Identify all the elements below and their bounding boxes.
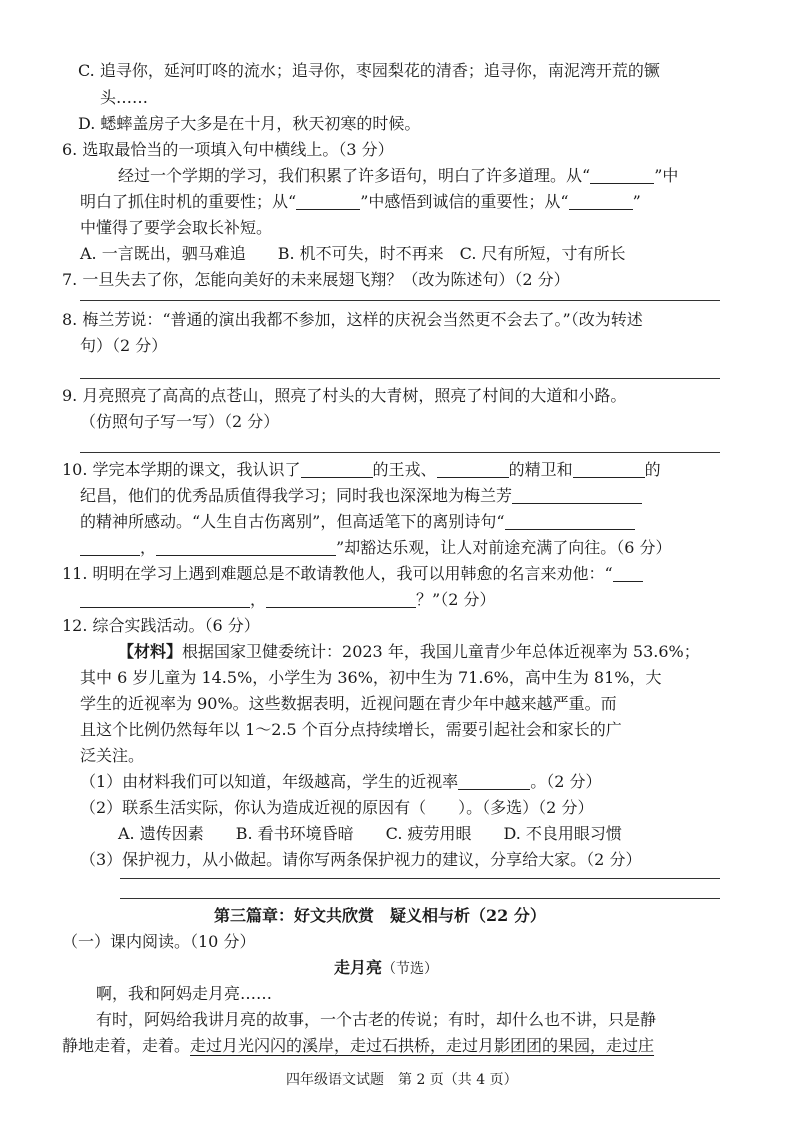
- article-paragraph-1: 啊，我和阿妈走月亮……: [96, 984, 273, 1003]
- q11-line2: ， ？”（2 分）: [80, 588, 495, 612]
- q10-line4: ， ”却豁达乐观，让人对前途充满了向往。（6 分）: [80, 536, 671, 560]
- article-title-line: [334, 956, 438, 981]
- q7-stem: 7. 一旦失去了你，怎能向美好的未来展翅飞翔？（改为陈述句）（2 分）: [62, 270, 570, 289]
- section-title: 第三篇章：好文共欣赏 疑义相与析（22 分）: [214, 906, 546, 925]
- q12-sub3-answer-line-2[interactable]: [120, 898, 720, 899]
- q10-blank-jichang[interactable]: [573, 459, 645, 478]
- article-paragraph-2-line2: 静地走着，走着。走过月光闪闪的溪岸，走过石拱桥，走过月影团团的果园，走过庄: [62, 1036, 655, 1055]
- q6-blank-3[interactable]: [569, 191, 633, 210]
- q12-sub3: （3）保护视力，从小做起。请你写两条保护视力的建议，分享给大家。（2 分）: [80, 850, 642, 869]
- q10-blank-jingwei[interactable]: [437, 459, 509, 478]
- q10-line1: 10. 学完本学期的课文，我认识了 的王戎、 的精卫和 的: [62, 460, 661, 479]
- article-paragraph-2-line1: 有时，阿妈给我讲月亮的故事，一个古老的传说；有时，却什么也不讲，只是静: [96, 1010, 657, 1029]
- q12-sub2-options: A. 遗传因素 B. 看书环境昏暗 C. 疲劳用眼 D. 不良用眼习惯: [118, 824, 622, 843]
- q10-blank-wangrong[interactable]: [301, 459, 373, 478]
- q12-material-line4: 且这个比例仍然每年以 1～2.5 个百分点持续增长，需要引起社会和家长的广: [80, 720, 622, 739]
- q5-option-d: D. 蟋蟀盖房子大多是在十月，秋天初寒的时候。: [78, 114, 421, 133]
- q8-stem-line2: 句）（2 分）: [80, 336, 168, 355]
- q11-blank-2[interactable]: [80, 589, 250, 608]
- q10-line2: 纪昌，他们的优秀品质值得我学习；同时我也深深地为梅兰芳: [80, 484, 642, 508]
- q6-passage-line1: 经过一个学期的学习，我们积累了许多语句，明白了许多道理。从“ ”中: [118, 166, 679, 185]
- q11-blank-1[interactable]: [613, 563, 643, 582]
- q9-answer-line[interactable]: [80, 452, 720, 453]
- q5-option-c-line1: C. 追寻你，延河叮咚的流水；追寻你，枣园梨花的清香；追寻你，南泥湾开荒的镢: [78, 61, 660, 80]
- q12-material-line3: 学生的近视率为 90%。这些数据表明，近视问题在青少年中越来越严重。而: [80, 694, 617, 713]
- q12-sub3-answer-line-1[interactable]: [120, 878, 720, 879]
- q10-line3: 的精神所感动。“人生自古伤离别”，但高适笔下的离别诗句“: [80, 510, 635, 534]
- q12-material-line5: 泛关注。: [80, 746, 145, 765]
- q12-stem: 12. 综合实践活动。（6 分）: [62, 616, 260, 635]
- q6-passage-line2: 明白了抓住时机的重要性；从“ ”中感悟到诚信的重要性；从“ ”: [80, 192, 641, 211]
- article-note: （节选）: [382, 961, 439, 977]
- material-tag: 【材料】: [118, 642, 183, 661]
- q10-blank-poem-3[interactable]: [156, 537, 336, 556]
- q6-stem: 6. 选取最恰当的一项填入句中横线上。（3 分）: [62, 140, 394, 159]
- q10-blank-poem-1[interactable]: [505, 511, 635, 530]
- page-footer: 四年级语文试题 第 2 页（共 4 页）: [286, 1072, 518, 1088]
- q9-stem-line2: （仿照句子写一写）（2 分）: [80, 412, 280, 431]
- q8-answer-line[interactable]: [80, 378, 720, 379]
- q10-blank-meilanfang[interactable]: [512, 485, 642, 504]
- q10-blank-poem-2[interactable]: [80, 537, 140, 556]
- q12-sub1-blank[interactable]: [458, 771, 530, 790]
- q9-stem-line1: 9. 月亮照亮了高高的点苍山，照亮了村头的大青树，照亮了村间的大道和小路。: [62, 386, 627, 405]
- q6-blank-1[interactable]: [590, 165, 654, 184]
- q5-option-c-line2: 头……: [100, 88, 149, 107]
- q12-material-line1: 【材料】根据国家卫健委统计：2023 年，我国儿童青少年总体近视率为 53.6%；: [118, 642, 700, 661]
- q12-material-line2: 其中 6 岁儿童为 14.5%，小学生为 36%，初中生为 71.6%，高中生为 81%，大: [80, 668, 662, 687]
- article-title: 走月亮: [334, 958, 383, 977]
- q6-passage-line3: 中懂得了要学会取长补短。: [80, 218, 273, 237]
- q6-options: A. 一言既出，驷马难追 B. 机不可失，时不再来 C. 尺有所短，寸有所长: [80, 244, 626, 263]
- q12-sub2: （2）联系生活实际，你认为造成近视的原因有（ ）。（多选）（2 分）: [80, 798, 594, 817]
- q6-blank-2[interactable]: [296, 191, 360, 210]
- q11-line1: 11. 明明在学习上遇到难题总是不敢请教他人，我可以用韩愈的名言来劝他：“: [62, 562, 643, 586]
- section-subtitle: （一）课内阅读。（10 分）: [62, 932, 256, 951]
- q8-stem-line1: 8. 梅兰芳说：“普通的演出我都不参加，这样的庆祝会当然更不会去了。”（改为转述: [62, 310, 643, 329]
- underlined-sentence: 走过月光闪闪的溪岸，走过石拱桥，走过月影团团的果园，走过庄: [190, 1036, 655, 1055]
- q11-blank-3[interactable]: [266, 589, 416, 608]
- q12-sub1: （1）由材料我们可以知道，年级越高，学生的近视率 。（2 分）: [80, 772, 602, 791]
- q7-answer-line[interactable]: [80, 300, 720, 301]
